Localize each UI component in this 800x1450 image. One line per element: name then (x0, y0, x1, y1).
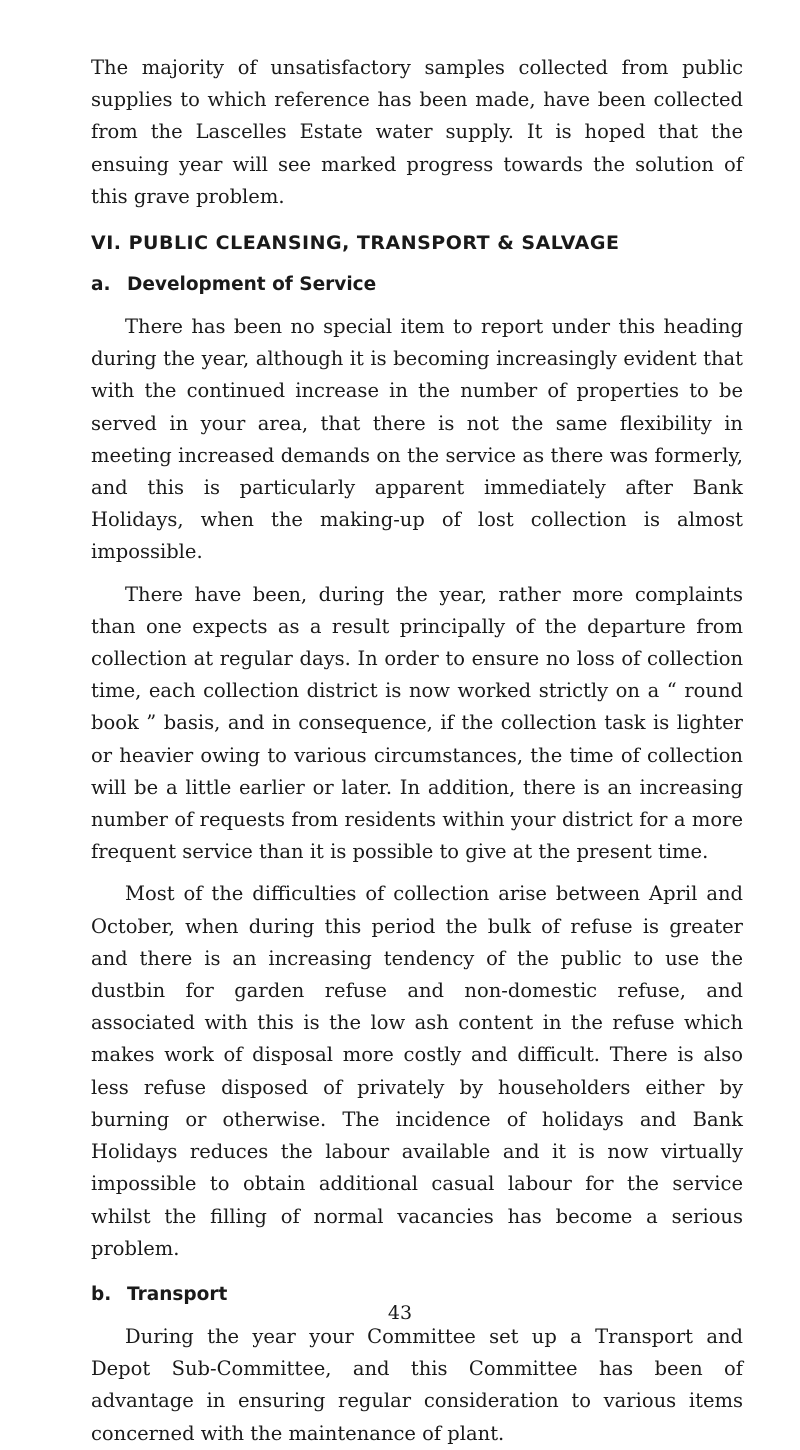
intro-paragraph: The majority of unsatisfactory samples collected from public supplies to which reference has been made, have been collected from the Lascelles Estate water supply. It is hoped that the ensuing year will see marked progress towards the solution of this grave problem. (91, 56, 743, 208)
section-heading: VI. PUBLIC CLEANSING, TRANSPORT & SALVAGE (91, 232, 620, 255)
document-page (91, 52, 743, 1450)
subsection-a-letter: a. (91, 274, 111, 296)
paragraph-development-3: Most of the difficulties of collection arise between April and October, when during this period the bulk of refuse is greater and there is an increasing tendency of the public to use the dustbin for garden refuse and non-domestic refuse, and associated with this is the low ash content in the refuse which makes work of disposal more costly and difficult. There is also less refuse disposed of privately by householders either by burning or otherwise. The incidence of holidays and Bank Holidays reduces the labour available and it is now virtually impossible to obtain additional casual labour for the service whilst the filling of normal vacancies has become a serious problem. (91, 882, 743, 1260)
page-number: 43 (387, 1302, 413, 1324)
subsection-b-title: Transport (127, 1283, 228, 1305)
subsection-a-heading (91, 269, 743, 301)
paragraph-development-2: There have been, during the year, rather more complaints than one expects as a result principally of the departure from collection at regular days. In order to ensure no loss of collection time, each collection district is now worked strictly on a “ round book ” basis, and in consequence, if the collection task is lighter or heavier owing to various circumstances, the time of collection will be a little earlier or later. In addition, there is an increasing number of requests from residents within your district for a more frequent service than it is possible to give at the present time. (91, 582, 743, 864)
paragraph-development-1: There has been no special item to report under this heading during the year, although it is becoming increasingly evident that with the continued increase in the number of properties to be served in your area, that there is not the same flexibility in meeting increased demands on the service as there was formerly, and this is particularly apparent immediately after Bank Holidays, when the making-up of lost collection is almost impossible. (91, 315, 743, 564)
subsection-b-letter: b. (91, 1283, 112, 1305)
subsection-a-title: Development of Service (127, 274, 377, 296)
paragraph-transport-1: During the year your Committee set up a Transport and Depot Sub-Committee, and this Committee has been of advantage in ensuring regular consideration to various items concerned with the maintenance of plant. (91, 1324, 743, 1445)
